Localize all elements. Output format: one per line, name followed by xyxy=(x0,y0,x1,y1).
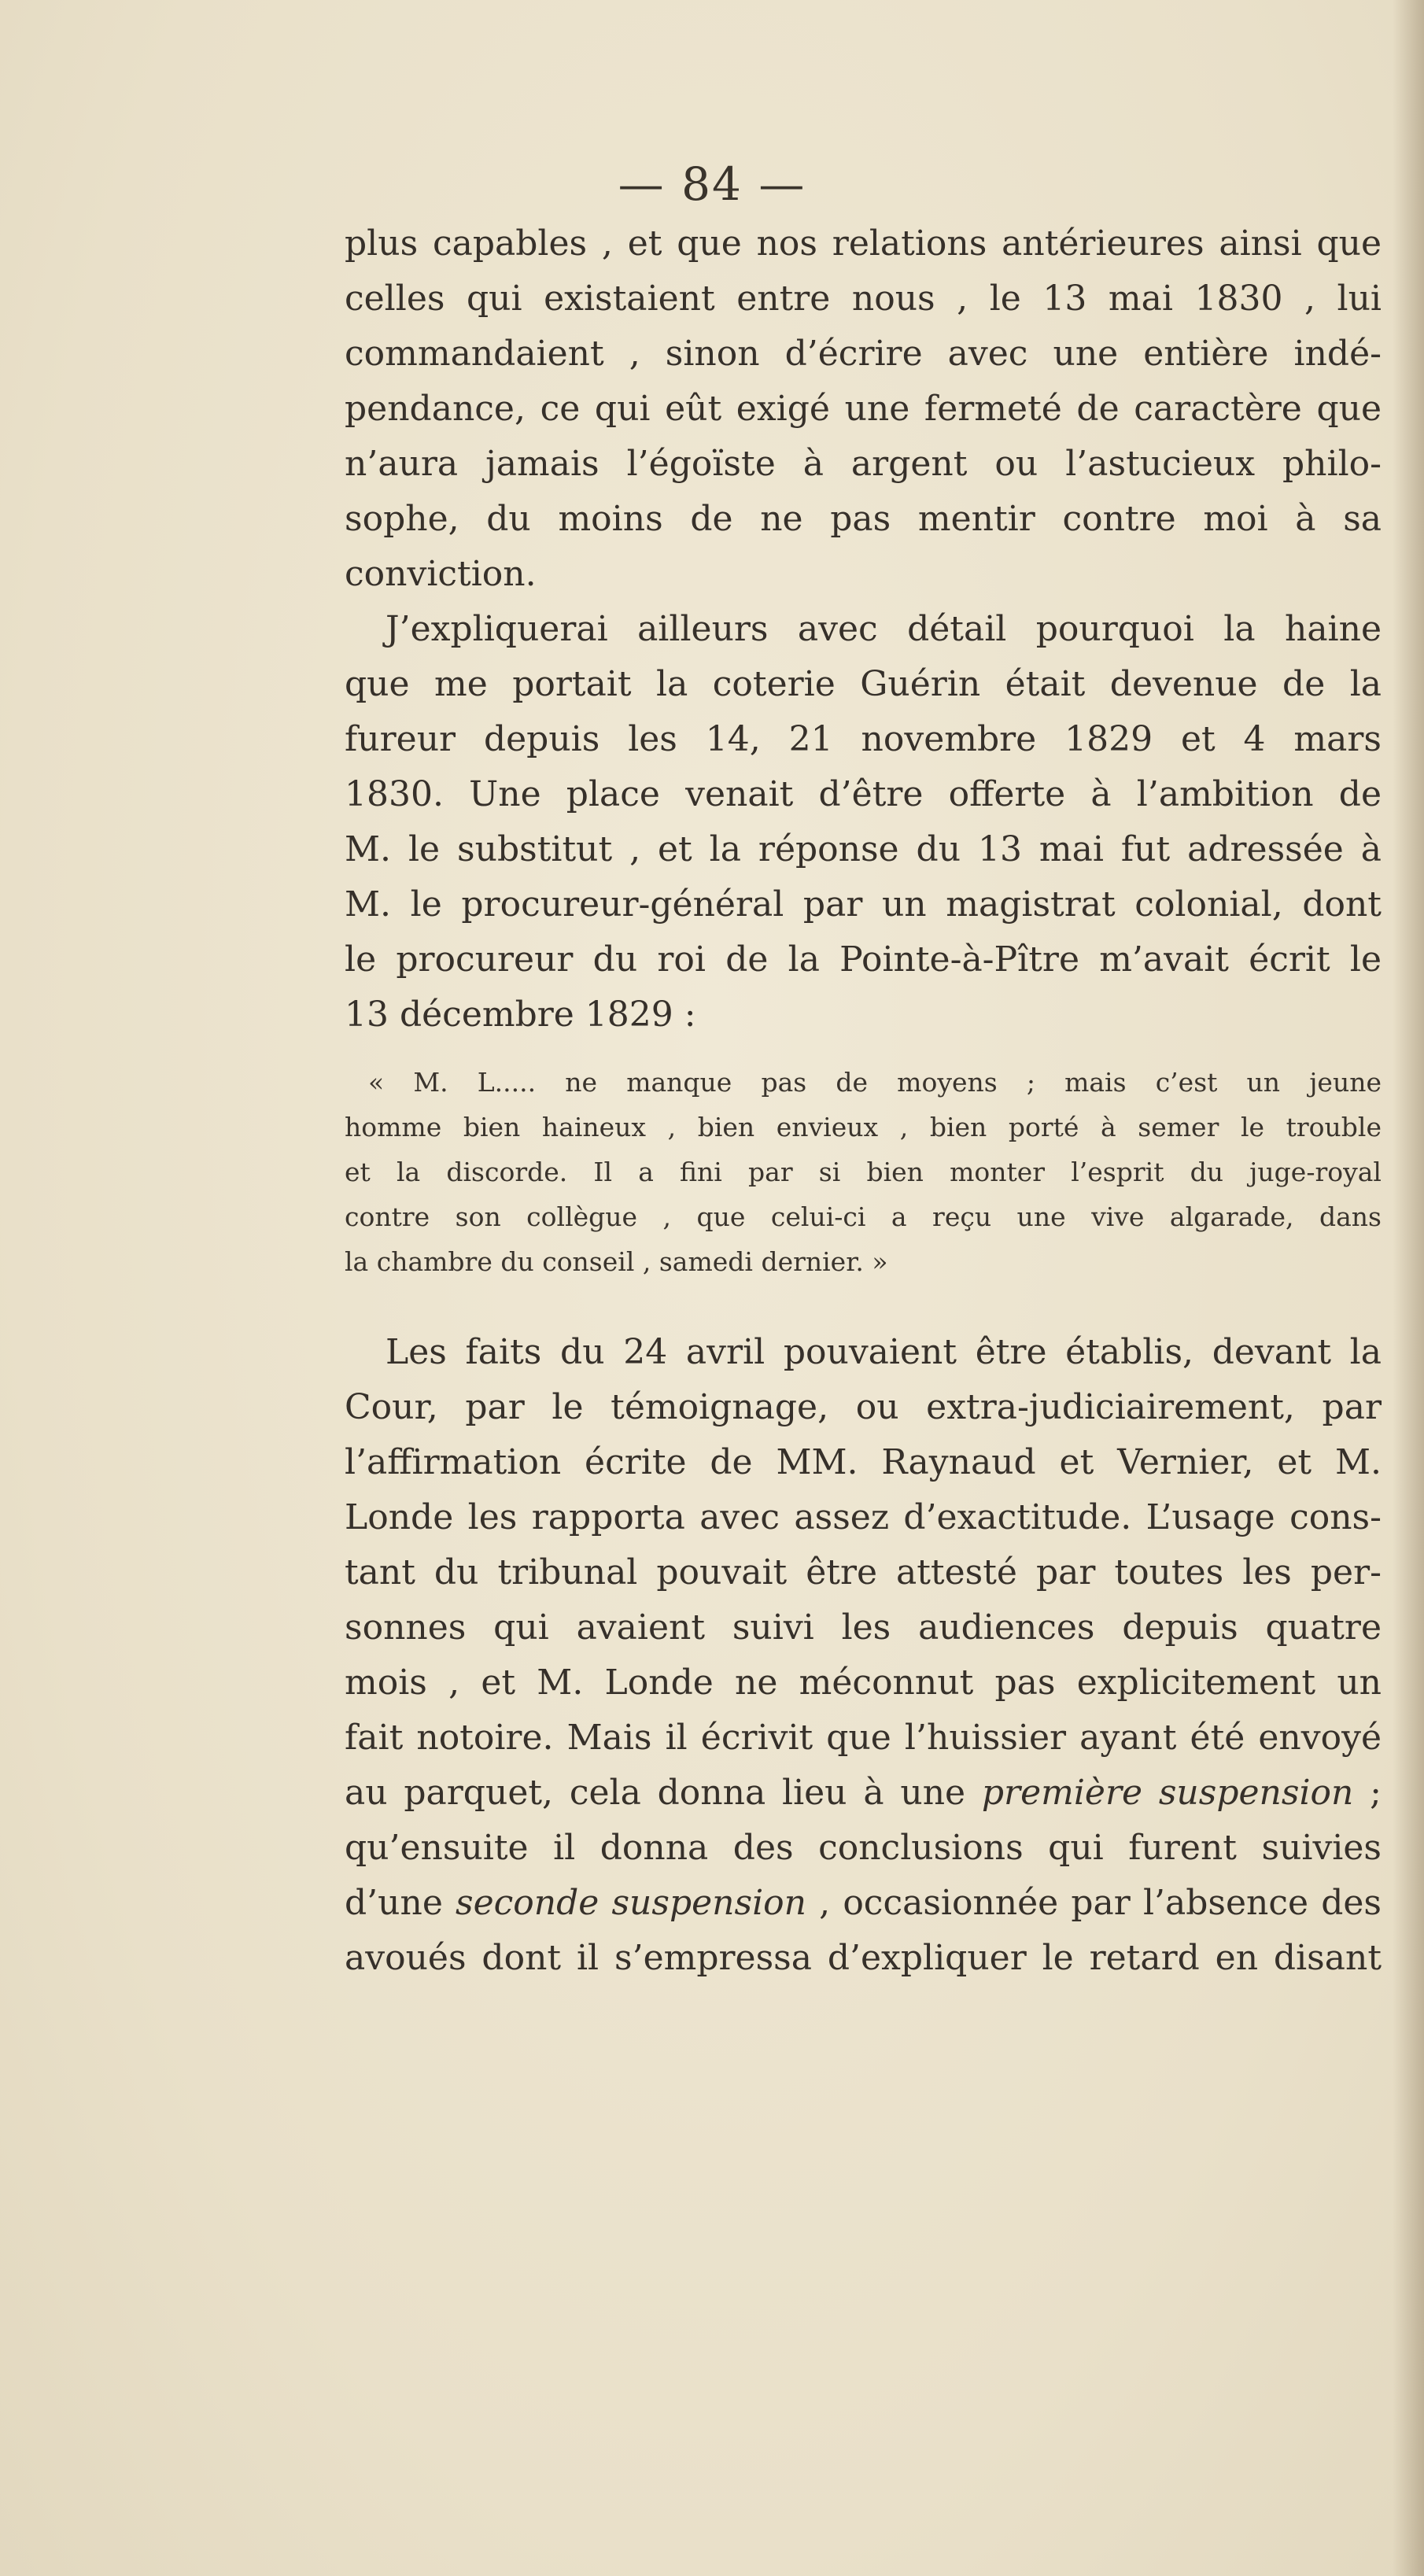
text-line: sonnes qui avaient suivi les audiences depuis quatre xyxy=(345,1607,1382,1648)
quote-line: homme bien haineux , bien envieux , bien porté à semer le trouble xyxy=(345,1112,1382,1142)
text-line: tant du tribunal pouvait être attesté par toutes les per- xyxy=(345,1552,1382,1592)
text-line: Cour, par le témoignage, ou extra-judiciairement, par xyxy=(345,1387,1382,1427)
text-line: Les faits du 24 avril pouvaient être établis, devant la xyxy=(386,1332,1382,1372)
text-line: qu’ensuite il donna des conclusions qui furent suivies xyxy=(345,1828,1382,1868)
paragraph-1 xyxy=(345,216,1382,602)
text-line: celles qui existaient entre nous , le 13 mai 1830 , lui xyxy=(345,279,1382,319)
text-segment: au parquet, cela donna lieu à une xyxy=(345,1773,982,1813)
text-line xyxy=(345,1766,1382,1821)
text-line: sophe, du moins de ne pas mentir contre moi à sa xyxy=(345,499,1382,539)
text-segment: , occasionnée par l’absence des xyxy=(806,1883,1382,1923)
body-text xyxy=(345,216,1382,1986)
text-line: J’expliquerai ailleurs avec détail pourquoi la haine xyxy=(386,609,1382,649)
text-line: fait notoire. Mais il écrivit que l’huissier ayant été envoyé xyxy=(345,1718,1382,1758)
text-line xyxy=(345,1876,1382,1931)
text-line: 13 décembre 1829 : xyxy=(345,995,696,1035)
page-edge-shadow xyxy=(1393,0,1424,2576)
italic-phrase: première suspension xyxy=(981,1773,1354,1813)
text-line: commandaient , sinon d’écrire avec une entière indé- xyxy=(345,334,1382,374)
text-line: 1830. Une place venait d’être offerte à l’ambition de xyxy=(345,774,1382,814)
text-line: plus capables , et que nos relations antérieures ainsi que xyxy=(345,223,1382,264)
paragraph-3 xyxy=(345,1325,1382,1986)
text-segment: ; xyxy=(1353,1773,1382,1813)
quote-line: et la discorde. Il a fini par si bien monter l’esprit du juge-royal xyxy=(345,1157,1382,1187)
text-line: M. le substitut , et la réponse du 13 mai fut adressée à xyxy=(345,829,1382,869)
quote-line: « M. L..... ne manque pas de moyens ; mais c’est un jeune xyxy=(368,1067,1382,1098)
text-line: fureur depuis les 14, 21 novembre 1829 et 4 mars xyxy=(345,719,1382,759)
text-line: pendance, ce qui eût exigé une fermeté de caractère que xyxy=(345,389,1382,429)
text-line: l’affirmation écrite de MM. Raynaud et Vernier, et M. xyxy=(345,1442,1382,1482)
text-line: avoués dont il s’empressa d’expliquer le retard en disant xyxy=(345,1938,1382,1978)
block-quote xyxy=(345,1060,1382,1284)
text-line: mois , et M. Londe ne méconnut pas explicitement un xyxy=(345,1663,1382,1703)
text-line: Londe les rapporta avec assez d’exactitude. L’usage cons- xyxy=(345,1497,1382,1537)
text-line: conviction. xyxy=(345,554,537,594)
text-segment: d’une xyxy=(345,1883,456,1923)
page-number: — 84 — xyxy=(618,157,806,211)
paragraph-2 xyxy=(345,602,1382,1043)
quote-line: la chambre du conseil , samedi dernier. » xyxy=(345,1246,888,1277)
text-line: n’aura jamais l’égoïste à argent ou l’astucieux philo- xyxy=(345,444,1382,484)
text-line: que me portait la coterie Guérin était devenue de la xyxy=(345,664,1382,704)
text-line: M. le procureur-général par un magistrat colonial, dont xyxy=(345,884,1382,924)
quote-line: contre son collègue , que celui-ci a reçu une vive algarade, dans xyxy=(345,1201,1382,1232)
italic-phrase: seconde suspension xyxy=(456,1883,807,1923)
text-line: le procureur du roi de la Pointe-à-Pître m’avait écrit le xyxy=(345,939,1382,980)
